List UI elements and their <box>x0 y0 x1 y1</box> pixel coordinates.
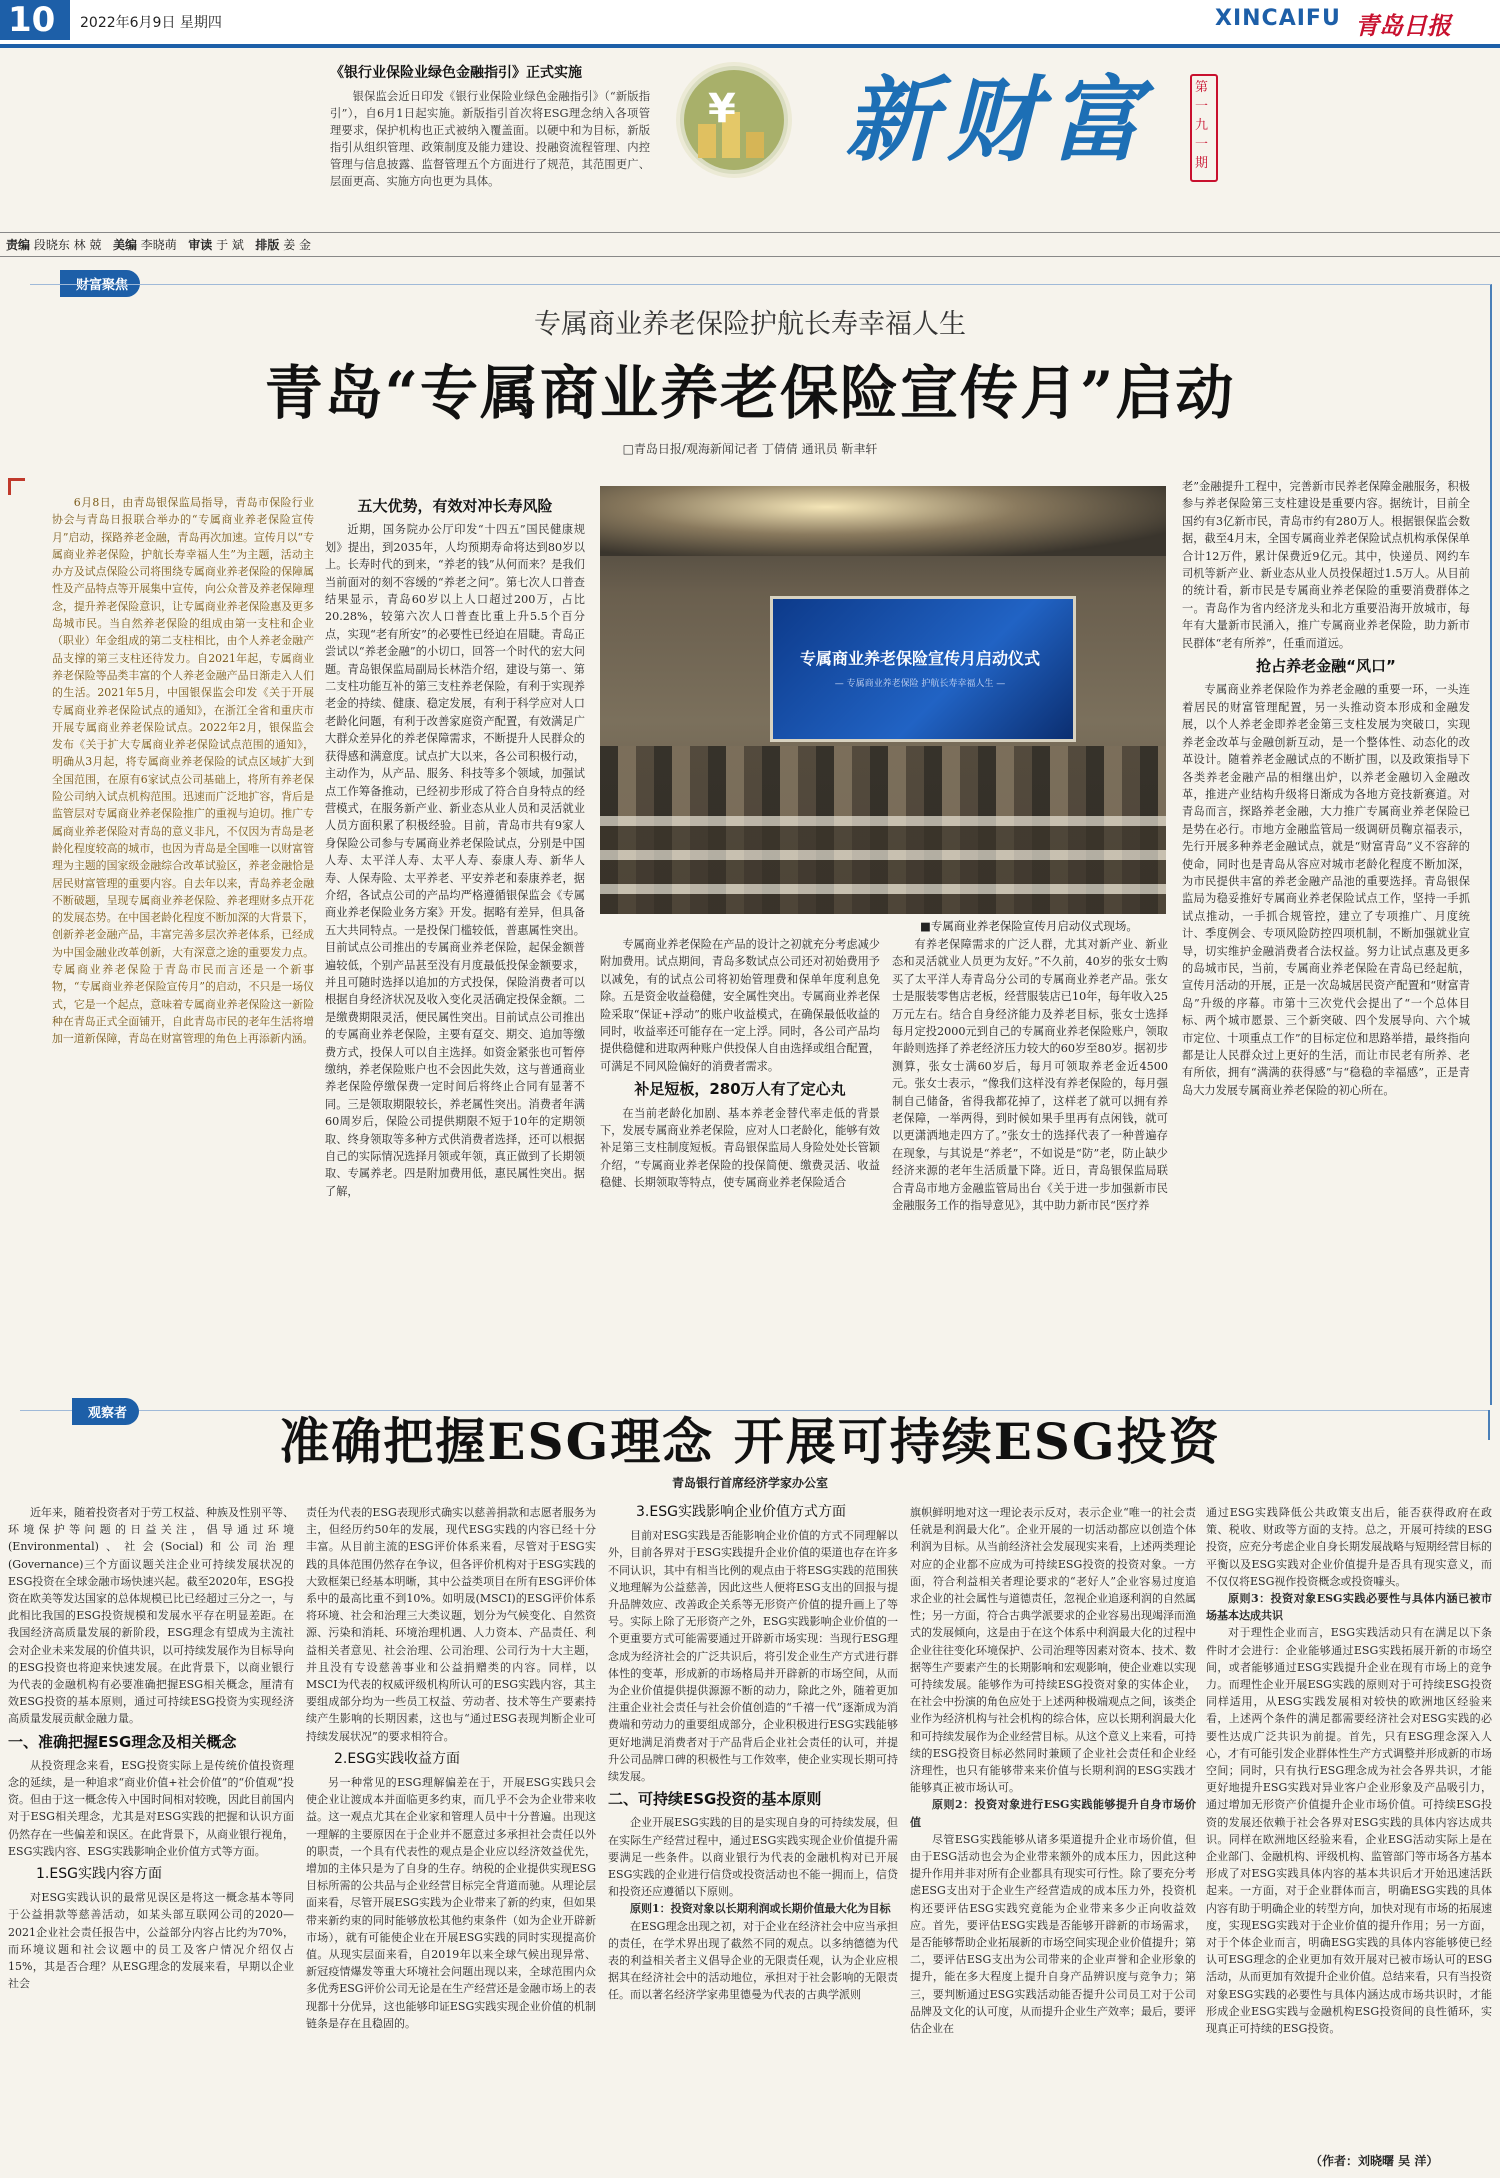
article2-col1c-text: 对ESG实践认识的最常见误区是将这一概念基本等同于公益捐款等慈善活动，如某头部互联网公司的2020—2021企业社会责任报告中，公益部分内容占比约为70%，而环境议题和社会议题中的员工及客户情况介绍仅占15%，其是否合理？从ESG理念的发展来看，早期以企业社会 <box>8 1891 294 1991</box>
article1-lead-text: 6月8日，由青岛银保监局指导，青岛市保险行业协会与青岛日报联合举办的“专属商业养老保险宣传月”启动，探路养老金融，青岛再次加速。宣传月以“专属商业养老保险，护航长寿幸福人生”为主题，活动主办方及试点保险公司将围绕专属商业养老保险的保障属性及产品特点等开展集中宣传，向公众普及养老保障理念，提升养老保险意识，让专属商业养老保险惠及更多岛城市民。当自然养老保险的组成由第一支柱和企业（职业）年金组成的第二支柱相比，由个人养老金融产品支撑的第三支柱还待发力。自2021年起，专属商业养老保险等品类丰富的个人养老金融产品日渐走入人们的生活。2021年5月，中国银保监会印发《关于开展专属商业养老保险试点的通知》，在浙江全省和重庆市开展专属商业养老保险试点。2022年2月，银保监会发布《关于扩大专属商业养老保险试点范围的通知》，明确从3月起，将专属商业养老保险的试点区域扩大到全国范围，在原有6家试点公司基础上，将所有养老保险公司纳入试点机构范围。迅速而广泛地扩容，背后是监管层对专属商业养老保险推广的重视与迫切。推广专属商业养老保险对青岛的意义非凡，不仅因为青岛是老龄化程度较高的城市，也因为青岛是全国唯一以财富管理为主题的国家级金融综合改革试验区，养老金融恰是居民财富管理的重要内容。自去年以来，青岛养老金融不断破题，呈现专属商业养老保险、养老理财多点开花的发展态势。在中国老龄化程度不断加深的大背景下，创新养老金融产品，丰富完善多层次养老体系，已经成为中国金融业改革创新，大有深意之途的重要发力点。专属商业养老保险于青岛市民而言还是一个新事物，“专属商业养老保险宣传月”的启动，不只是一场仪式，它是一个起点，意味着专属商业养老保险这一新险种在青岛正式全面铺开，自此青岛市民的老年生活将增加一道新保障，青岛在财富管理的角色上再添新内涵。 <box>52 496 314 1046</box>
svg-text:¥: ¥ <box>708 86 736 132</box>
credit-name-1: 李晓萌 <box>140 238 177 252</box>
credit-role-2: 审读 <box>188 238 213 252</box>
masthead-title: 新财富 <box>845 66 1152 174</box>
article2-principle3: 原则3：投资对象ESG实践必要性与具体内涵已被市场基本达成共识 <box>1206 1592 1492 1623</box>
photo-stage-screen <box>770 596 1076 742</box>
article2-col1-text: 近年来，随着投资者对于劳工权益、种族及性别平等、环境保护等问题的日益关注，倡导通过环境(Environmental)、社会(Social)和公司治理(Governance)三个方面议题关注企业可持续发展状况的ESG投资在全球金融市场快速兴起。截至2020年，ESG投资在欧美等发达国家的总体规模已比已经超过三分之一，与此相比我国的ESG投资规模和发展水平存在明显差距。在我国经济高质量发展的新阶段，ESG理念有望成为主流社会对企业未来发展的价值共识，以可持续发展作为目标导向的ESG投资也将迎来快速发展。在此背景下，以商业银行为代表的金融机构有必要准确把握ESG相关概念，厘清有效ESG投资的基本原则，通过可持续ESG投资为实现经济高质量发展贡献金融力量。 <box>8 1506 294 1726</box>
article1-byline: □青岛日报/观海新闻记者 丁倩倩 通讯员 靳聿轩 <box>622 442 878 456</box>
header-bar <box>0 0 1500 46</box>
masthead-issue: 第一九一期 <box>1195 80 1209 171</box>
brief-body: 银保监会近日印发《银行业保险业绿色金融指引》（“新版指引”），自6月1日起实施。新版指引首次将ESG理念纳入各项管理要求，保护机构也正式被纳入覆盖面。以硬中和为目标，新版指引从组织管理、政策制度及能力建设、投融资流程管理、内控管理与信息披露、监督管理五个方面进行了规范，其范围更广、层面更高、实施方向也更为具体。 <box>330 90 650 188</box>
article2-col3-heading2: 二、可持续ESG投资的基本原则 <box>608 1790 822 1809</box>
section-tag-observer: 观察者 <box>72 1398 139 1425</box>
brief-title: 《银行业保险业绿色金融指引》正式实施 <box>330 65 582 81</box>
credits-rule-bottom <box>0 256 1500 257</box>
article2-col4b-text: 尽管ESG实践能够从诸多渠道提升企业市场价值，但由于ESG活动也会为企业带来额外的成本压力，因此这种提升作用并非对所有企业都具有现实可行性。除了要充分考虑ESG支出对于企业生产经营造成的成本压力外，投资机构还要评估ESG实践究竟能为企业带来多少正向收益效应。首先，要评估ESG实践是否能够开辟新的市场需求，是否能够帮助企业拓展新的市场空间实现企业价值提升；第二，要评估ESG支出为公司带来的企业声誉和企业形象的提升，能在多大程度上提升自身产品辨识度与竞争力；第三，要判断通过ESG实践活动能否提升公司员工对于公司品牌及文化的认可度，从而提升企业生产效率；最后，要评估企业在 <box>910 1832 1196 2036</box>
article2-headline: 准确把握ESG理念 开展可持续ESG投资 <box>279 1412 1221 1471</box>
lead-corner <box>8 478 25 495</box>
credit-role-1: 美编 <box>112 238 137 252</box>
article2-col2 <box>306 1504 596 2170</box>
article2-col2b-text: 另一种常见的ESG理解偏差在于，开展ESG实践只会使企业让渡成本并面临更多约束，而几乎不会为企业带来收益。这一观点尤其在企业家和管理人员中十分普遍。出现这一理解的主要原因在于企业并不愿意过多承担社会责任以外的职责，一个具有代表性的观点是企业应以经济效益优先，增加的主体只是为了自身的生存。纳税的企业提供实现ESG目标所需的公共品与企业经营目标完全背道而驰。从理论层面来看，尽管开展ESG实践为企业带来了新的约束，但如果带来新约束的同时能够放松其他约束条件（如为企业开辟新市场），就有可能使企业在开展ESG实践的同时实现提高价值。从现实层面来看，自2019年以来全球气候出现异常、新冠疫情爆发等重大环境社会问题出现以来，全球范围内众多优秀ESG评价公司无论是在生产经营还是金融市场上的表现都十分优异，这也能够印证ESG实践实现企业价值的机制链条是存在且稳固的。 <box>306 1776 596 2030</box>
article2-col1-heading: 一、准确把握ESG理念及相关概念 <box>8 1732 237 1751</box>
section-name: XINCAIFU <box>1215 6 1341 31</box>
article2-col4-text: 旗帜鲜明地对这一理论表示反对，表示企业“唯一的社会责任就是利润最大化”。企业开展的一切活动都应以创造个体利润为目标。从当前经济社会发展现实来看，上述两类理论对应的企业都不应成为可持续ESG投资的投资对象。一方面，符合利益相关者理论要求的“老好人”企业容易过度追求企业的社会属性与道德责任，忽视企业追逐利润的自然属性；另一方面，符合古典学派要求的企业容易出现竭泽而渔式的发展倾向，这是由于在这个体系中利润最大化的过程中企业往往变化环境保护、公司治理等因素对资本、技术、数据等生产要素产生的长期影响和宏观影响，使企业难以实现可持续发展。能够作为可持续ESG投资对象的实体企业，在社会中扮演的角色应处于上述两种极端观点之间，该类企业作为经济机构与社会机构的综合体，应以长期利润最大化和可持续发展作为企业经营目标。从这个意义上来看，可持续的ESG投资目标必然同时兼顾了企业社会责任和企业经济理性，也只有能够带来来价值与长期利润的ESG实践才能够真正被市场认可。 <box>910 1506 1196 1795</box>
article1-col3-heading: 补足短板，280万人有了定心丸 <box>634 1080 846 1099</box>
article2-author: （作者：刘晓曙 吴 洋） <box>1310 2154 1439 2168</box>
credits-rule <box>0 232 1500 233</box>
photo-ceiling-lights <box>600 486 1166 556</box>
article1-col3-text: 专属商业养老保险在产品的设计之初就充分考虑减少附加费用。试点期间，青岛多数试点公司还对初始费用予以减免，有的试点公司将初始管理费和保单年度利息免除。五是资金收益稳健，安全属性突出。专属商业养老保险采取“保证+浮动”的账户收益模式，在确保最低收益的同时，收益率还可能存在一定上浮。同时，各公司产品均提供稳健和进取两种账户供投保人自由选择或组合配置，可满足不同风险偏好的消费者需求。 <box>600 938 880 1073</box>
article1-col4 <box>892 936 1168 1382</box>
credit-name-0: 段晓东 林 兢 <box>33 238 102 252</box>
header-rule <box>0 44 1500 48</box>
finance-illustration <box>676 62 792 178</box>
article2-col3 <box>608 1504 898 2170</box>
newspaper-logo: 青岛日报 <box>1355 11 1451 40</box>
article2-col3-heading: 3.ESG实践影响企业价值方式方面 <box>636 1504 846 1520</box>
article2-byline: 青岛银行首席经济学家办公室 <box>671 1476 828 1490</box>
article2-col1b-text: 从投资理念来看，ESG投资实际上是传统价值投资理念的延续，是一种追求“商业价值+社会价值”的“价值观”投资。但由于这一概念传入中国时间相对较晚，因此目前国内对于ESG相关理念，尤其是对ESG实践的把握和认识方面仍然存在一些偏差和误区。在此背景下，从商业银行视角，ESG实践内容、ESG实践影响企业价值方式等方面。 <box>8 1758 294 1858</box>
section-tag-wealth: 财富聚焦 <box>60 270 140 297</box>
yen-coins-icon <box>680 66 788 174</box>
article2-col1 <box>8 1504 294 2170</box>
credit-name-3: 姜 金 <box>283 238 312 252</box>
article1-col2-heading: 五大优势，有效对冲长寿风险 <box>357 497 553 515</box>
credit-role-0: 责编 <box>6 238 31 252</box>
photo-banner-subtext: — 专属商业养老保险 护航长寿幸福人生 — <box>834 679 1006 689</box>
credit-name-2: 于 斌 <box>216 238 244 252</box>
article1-col4-text: 有养老保障需求的广泛人群，尤其对新产业、新业态和灵活就业人员更为友好。”不久前，40岁的张女士购买了太平洋人寿青岛分公司的专属商业养老产品。张女士是服装零售店老板，经营服装店已10年，每年收入25万元左右。结合自身经济能力及养老目标，张女士选择每月定投2000元到自己的专属商业养老保险账户，领取年龄则选择了养老经济压力较大的60岁至80岁。据初步测算，张女士满60岁后，每月可领取养老金近4500元。张女士表示，“像我们这样没有养老保险的，每月强制自己储备，省得我都花掉了，这样老了就可以拥有养老保障，一举两得，到时候如果手里再有点闲钱，就可以更潇洒地走四方了。”张女士的选择代表了一种普遍存在现象，与其说是“养老”，不如说是“防”老，防止缺少经济来源的老年生活质量下降。近日，青岛银保监局联合青岛市地方金融监管局出台《关于进一步加强新市民金融服务工作的指导意见》，其中助力新市民“医疗养 <box>892 938 1168 1213</box>
article2-col3c-text: 在ESG理念出现之初，对于企业在经济社会中应当承担的责任，在学术界出现了截然不同的观点。以多纳德德为代表的利益相关者主义倡导企业的无限责任观，认为企业应根据其在经济社会中的活动地位，承担对于社会影响的无限责任。而以著名经济学家弗里德曼为代表的古典学派则 <box>608 1919 898 2002</box>
article1-col2-text: 近期，国务院办公厅印发“十四五”国民健康规划》提出，到2035年，人均预期寿命将达到80岁以上。长寿时代的到来，“养老的钱”从何而来？是我们当前面对的刻不容缓的“养老之问”。第七次人口普查结果显示，青岛60岁以上人口超过200万，占比20.28%，较第六次人口普查比重上升5.5个百分点，实现“老有所安”的必要性已经迫在眉睫。青岛正尝试以“养老金融”的小切口，回答一个时代的宏大问题。青岛银保监局副局长林浩介绍，建设与第一、第二支柱功能互补的第三支柱养老保险，有利于实现养老金的持续、健康、稳定发展，有利于科学应对人口老龄化问题，有利于改善家庭资产配置，有效满足广大群众差异化的养老保障需求，不断提升人民群众的获得感和满意度。试点扩大以来，各公司积极行动，主动作为，从产品、服务、科技等多个领域，加强试点工作筹备推动，已经初步形成了符合自身特点的经营模式，在服务新产业、新业态从业人员和灵活就业人员方面积累了积极经验。目前，青岛市共有9家人身保险公司参与专属商业养老保险试点，分别是中国人寿、太平洋人寿、太平人寿、泰康人寿、新华人寿、人保寿险、太平养老、平安养老和泰康养老，据介绍，各试点公司的产品均严格遵循银保监会《专属商业养老保险业务方案》开发。据略有差异，但具备五大共同特点。一是投保门槛较低，普惠属性突出。目前试点公司推出的专属商业养老保险，起保金额普遍较低，个别产品甚至没有月度最低投保金额要求，并且可随时选择以追加的方式投保，保险消费者可以根据自身经济状况及收入变化灵活确定投保金额。二是缴费期限灵活，便民属性突出。目前试点公司推出的专属商业养老保险，主要有趸交、期交、追加等缴费方式，投保人可以自主选择。如资金紧张也可暂停缴纳，养老保险账户也不会因此失效，这与普通商业养老保险停缴保费一定时间后将终止合同有显著不同。三是领取期限较长，养老属性突出。消费者年满60周岁后，保险公司提供期限不短于10年的定期领取、终身领取等多种方式供消费者选择，还可以根据自己的实际情况选择月领或年领，真正做到了长期领取、专属养老。四是附加费用低，惠民属性突出。据了解， <box>325 523 585 1198</box>
article1-col5-heading: 抢占养老金融“风口” <box>1256 657 1396 676</box>
issue-date: 2022年6月9日 星期四 <box>80 15 222 31</box>
article1-col3 <box>600 936 880 1382</box>
article1-kicker: 专属商业养老保险护航长寿幸福人生 <box>534 309 966 340</box>
photo-caption: ■专属商业养老保险宣传月启动仪式现场。 <box>920 919 1138 933</box>
photo-tables <box>600 816 1166 914</box>
article2-col5 <box>1206 1504 1492 2144</box>
article2-col3-text: 目前对ESG实践是否能影响企业价值的方式不同理解以外，目前各界对于ESG实践提升企业价值的渠道也存在许多不同认识，其中有相当比例的观点由于将ESG实践的范围狭义地理解为公益慈善，因此这些人便将ESG支出的回报与提升品牌效应、改善政企关系等无形资产价值的提升画上了等号。实际上除了无形资产之外，ESG实践影响企业价值的一个更重要方式可能需要通过开辟新市场实现：当现行ESG理念成为经济社会的广泛共识后，将引发企业生产方式进行群体性的变革，形成新的市场格局并开辟新的市场空间，从而为企业价值提供提供源源不断的动力，除此之外，随着更加注重企业社会责任与社会价值创造的“千禧一代”逐渐成为消费端和劳动力的重要组成部分，企业积极进行ESG实践能够更好地满足消费者对于产品背后企业社会责任的认可，并提升公司品牌口碑的积极性与工作效率，使企业实现长期可持续发展。 <box>608 1529 898 1784</box>
credit-role-3: 排版 <box>255 238 280 252</box>
brief-box <box>330 62 650 224</box>
credits-line <box>6 236 311 253</box>
article1-col5 <box>1182 478 1470 1384</box>
article2-col3b-text: 企业开展ESG实践的目的是实现自身的可持续发展，但在实际生产经营过程中，通过ESG实践实现企业价值提升需要满足一些条件。以商业银行为代表的金融机构对已开展ESG实践的企业进行信贷或投资活动也不能一拥而上，信贷和投资还应遵循以下原则。 <box>608 1816 898 1899</box>
article1-col3b-text: 在当前老龄化加剧、基本养老金替代率走低的背景下，发展专属商业养老保险，应对人口老龄化，能够有效补足第三支柱制度短板。青岛银保监局人身险处处长管颖介绍，“专属商业养老保险的投保简便、缴费灵活、收益稳健、长期领取等特点，使专属商业养老保险适合 <box>600 1106 880 1190</box>
article2-col2-text: 责任为代表的ESG表现形式确实以慈善捐款和志愿者服务为主，但经历约50年的发展，现代ESG实践的内容已经十分丰富。从目前主流的ESG评价体系来看，尽管对于ESG实践的具体范围仍然存在争议，但各评价机构对于ESG实践的大致框架已经基本明晰，其中公益类项目在所有ESG评价体系中的最高比重不到10%。如明晟(MSCI)的ESG评价体系将环境、社会和治理三大类议题，划分为气候变化、自然资源、污染和消耗、环境治理机遇、人力资本、产品责任、利益相关者意见、社会治理、公司治理、公司行为十大主题，并且没有专设慈善事业和公益捐赠类的内容。同样，以MSCI为代表的权威评级机构所认可的ESG实践内容，其主要组成部分均为一些员工权益、劳动者、技术等生产要素持续产生影响的长期因素，这也与“通过ESG表现判断企业可持续发展状况”的要求相符合。 <box>306 1506 596 1743</box>
article1-col5b-text: 专属商业养老保险作为养老金融的重要一环，一头连着居民的财富管理配置，另一头推动资本形成和金融发展，以个人养老金即养老金第三支柱发展为突破口，实现养老金改革与金融创新互动，是一个整体性、动态化的改革设计。随着养老金融试点的不断扩围，以及政策指导下各类养老金融产品的相继出炉，以养老金融切入金融改革，推进产业结构升级将日渐成为各地方竞技新赛道。对青岛而言，探路养老金融，大力推广专属商业养老保险已是势在必行。市地方金融监管局一级调研员鞠京福表示，先行开展多种养老金融试点，就是“财富青岛”义不容辞的使命，同时也是青岛从容应对城市老龄化程度不断加深，为市民提供丰富的养老金融产品池的重要选择。青岛银保监局为稳妥推好专属商业养老保险试点工作，坚持一手抓试点推动，一手抓合规管控，建立了专项推广、月度统计、季度例会、专项风险防控四项机制，不断加强就业宣导，切实维护金融消费者合法权益。努力让试点惠及更多的岛城市民，当前，专属商业养老保险在青岛已经起航，宣传月活动的开展，正是一次岛城居民资产配置和“财富青岛”升级的序幕。市第十三次党代会提出了“一个总体目标、两个城市愿景、三个新突破、四个发展导向、六个城市定位、十项重点工作”的目标定位和思路举措，最终指向都是让人民群众过上更好的生活，而让市民老有所养、老有所依，拥有“满满的获得感”与“稳稳的幸福感”，正是青岛大力发展专属商业养老保险的初心所在。 <box>1182 683 1470 1097</box>
article2-col2-heading: 2.ESG实践收益方面 <box>334 1750 460 1767</box>
article1-headline: 青岛“专属商业养老保险宣传月”启动 <box>264 359 1236 427</box>
article1-col2 <box>325 492 585 1382</box>
article2-col5b-text: 对于理性企业而言，ESG实践活动只有在满足以下条件时才会进行：企业能够通过ESG实践拓展开新的市场空间，或者能够通过ESG实践提升企业在现有市场上的竞争力。而理性企业开展ESG实践的原则对于可持续ESG投资同样适用，从ESG实践发展相对较快的欧洲地区经验来看，上述两个条件的满足都需要经济社会对ESG实践的必要性达成广泛共识为前提。首先，只有ESG理念深入人心，才有可能引发企业群体性生产方式调整并形成新的市场空间；同时，只有执行ESG理念成为社会各界共识，才能更好地提升ESG实践对异业客户企业形象及产品吸引力，通过增加无形资产价值提升企业市场价值。可持续ESG投资的发展还依赖于社会各界对ESG实践的具体内容达成共识。同样在欧洲地区经验来看，企业ESG活动实际上是在企业部门、金融机构、评级机构、监管部门等市场各方基本形成了对ESG实践具体内容的基本共识后才开始迅速活跃起来。一方面，对于企业群体而言，明确ESG实践的具体内容有助于明确企业的转型方向，加快对现有市场的拓展速度，实现ESG实践对于企业价值的提升作用；另一方面，对于个体企业而言，明确ESG实践的具体内容能够使已经认可ESG理念的企业更加有效开展对已被市场认可的ESG活动，从而更加有效提升企业价值。总结来看，只有当投资对象ESG实践的必要性与具体内涵达成市场共识时，才能形成企业ESG实践与金融机构ESG投资间的良性循环，实现真正可持续的ESG投资。 <box>1206 1626 1492 2036</box>
photo-banner-text: 专属商业养老保险宣传月启动仪式 <box>799 649 1040 668</box>
article2-col1b-heading: 1.ESG实践内容方面 <box>36 1866 162 1883</box>
article2-principle2: 原则2：投资对象进行ESG实践能够提升自身市场价值 <box>910 1798 1196 1829</box>
page-number: 10 <box>8 0 56 40</box>
article2-principle1: 原则1：投资对象以长期利润或长期价值最大化为目标 <box>630 1902 891 1916</box>
article2-col5-text: 通过ESG实践降低公共政策支出后，能否获得政府在政策、税收、财政等方面的支持。总之，开展可持续的ESG投资，应充分考虑企业自身长期发展战略与短期经营目标的平衡以及ESG实践对企业价值提升是否具有现实意义，而不仅仅将ESG视作投资概念或投资噱头。 <box>1206 1506 1492 1588</box>
article2-col4 <box>910 1504 1196 2170</box>
article1-col5a-text: 老”金融提升工程中，完善新市民养老保障金融服务，积极参与养老保险第三支柱建设是重要内容。据统计，目前全国约有3亿新市民，青岛市约有280万人。根据银保监会数据，截至4月末，全国专属商业养老保险试点机构承保保单合计12万件，累计保费近9亿元。其中，快递员、网约车司机等新产业、新业态从业人员投保超过1.5万人。从目前的统计看，新市民是专属商业养老保险的重要消费群体之一。青岛作为省内经济龙头和北方重要沿海开放城市，每年有大量新市民涌入，推广专属商业养老保险，助力新市民群体“老有所养”，任重而道远。 <box>1182 480 1470 650</box>
article1-lead <box>52 494 314 1384</box>
event-photo <box>600 486 1166 914</box>
